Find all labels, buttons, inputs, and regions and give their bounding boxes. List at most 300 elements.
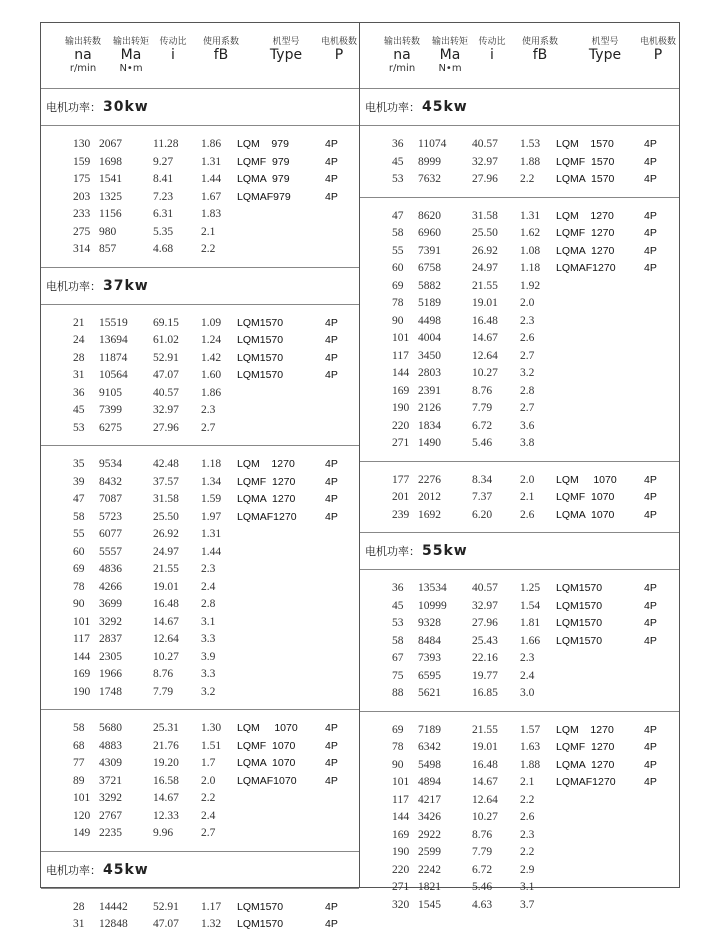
cell-ma: 12848: [99, 918, 128, 930]
table-row: [41, 367, 359, 385]
cell-ma: 7189: [418, 723, 441, 736]
cell-i: 26.92: [472, 244, 498, 257]
cell-i: 7.79: [472, 846, 493, 858]
model-type: LQM 1270: [556, 723, 614, 736]
cell-ma: 2599: [418, 846, 441, 858]
cell-ma: 1541: [99, 173, 122, 185]
cell-na: 233: [73, 208, 91, 220]
cell-i: 12.64: [153, 633, 179, 645]
power-value: 45kw: [422, 99, 468, 115]
cell-na: 31: [73, 369, 85, 381]
model-type: LQM1570: [237, 316, 284, 329]
cell-na: 239: [392, 508, 410, 521]
motor-poles: 4P: [644, 227, 657, 239]
header-label-cn: 电机极数: [640, 37, 677, 47]
cell-na: 28: [73, 900, 85, 913]
cell-fb: 2.1: [201, 225, 216, 238]
cell-i: 4.63: [472, 898, 493, 911]
table-row: [360, 154, 679, 172]
table-row: [360, 208, 679, 226]
cell-fb: 1.81: [520, 617, 541, 629]
power-heading: [41, 89, 359, 126]
cell-i: 5.46: [472, 881, 493, 893]
cell-ma: 2837: [99, 633, 122, 645]
model-type: LQMA 1270: [556, 758, 615, 771]
cell-fb: 1.44: [201, 173, 222, 185]
cell-fb: 1.25: [520, 582, 541, 594]
cell-ma: 5680: [99, 722, 122, 734]
cell-fb: 1.32: [201, 918, 222, 930]
table-row: [360, 844, 679, 862]
table-row: [41, 456, 359, 474]
cell-i: 19.01: [472, 297, 498, 309]
cell-ma: 1748: [99, 685, 122, 698]
cell-ma: 11874: [99, 351, 128, 364]
cell-na: 60: [392, 262, 404, 274]
cell-i: 27.96: [153, 421, 179, 434]
cell-fb: 2.2: [520, 846, 535, 858]
header-label-cn: 输出转矩: [431, 37, 468, 47]
cell-i: 12.64: [472, 793, 498, 806]
model-type: LQM 979: [237, 138, 289, 150]
table-row: [41, 491, 359, 509]
table-row: [360, 435, 679, 453]
header-cell-p: [640, 37, 676, 63]
cell-i: 25.31: [153, 722, 179, 734]
table-row: [360, 827, 679, 845]
motor-poles: 4P: [325, 774, 338, 787]
motor-poles: 4P: [325, 458, 338, 470]
model-type: LQMAF979: [237, 190, 291, 203]
data-block: [41, 710, 359, 852]
table-row: [41, 684, 359, 702]
cell-ma: 857: [99, 243, 117, 255]
motor-poles: 4P: [644, 634, 657, 647]
cell-fb: 2.0: [520, 297, 535, 309]
cell-fb: 2.3: [520, 314, 535, 327]
cell-i: 16.58: [153, 774, 179, 787]
cell-i: 21.55: [153, 563, 179, 575]
cell-ma: 4883: [99, 739, 122, 752]
header-label-cn: 输出转矩: [112, 37, 149, 47]
motor-poles: 4P: [325, 334, 338, 346]
cell-na: 58: [392, 634, 404, 647]
table-row: [41, 561, 359, 579]
table-row: [360, 472, 679, 490]
table-row: [41, 206, 359, 224]
motor-poles: 4P: [325, 155, 338, 168]
table-header: [360, 23, 679, 89]
cell-i: 16.48: [472, 758, 498, 771]
motor-poles: 4P: [644, 244, 657, 257]
cell-fb: 2.0: [201, 774, 216, 787]
cell-ma: 7632: [418, 173, 441, 185]
header-label-cn: 传动比: [159, 37, 187, 47]
cell-ma: 7087: [99, 493, 122, 505]
data-block: [41, 126, 359, 268]
cell-na: 117: [392, 793, 409, 806]
cell-fb: 2.4: [201, 809, 216, 822]
cell-i: 27.96: [472, 617, 498, 629]
header-label-en: Ma: [120, 47, 142, 63]
cell-i: 14.67: [153, 615, 179, 628]
cell-fb: 1.17: [201, 900, 222, 913]
header-label-cn: 使用系数: [202, 37, 239, 47]
cell-ma: 4266: [99, 580, 122, 593]
table-row: [360, 383, 679, 401]
table-row: [360, 418, 679, 436]
model-type: LQM 1570: [556, 138, 614, 150]
cell-fb: 1.18: [201, 458, 222, 470]
cell-na: 271: [392, 437, 410, 449]
cell-ma: 1821: [418, 881, 441, 893]
cell-fb: 1.7: [201, 757, 216, 769]
model-type: LQM1570: [556, 634, 603, 647]
table-row: [41, 402, 359, 420]
header-label-cn: 电机极数: [321, 37, 358, 47]
model-type: LQM 1070: [237, 722, 298, 734]
data-block: [41, 889, 359, 942]
cell-na: 55: [73, 528, 85, 540]
cell-ma: 8620: [418, 209, 441, 222]
cell-na: 120: [73, 809, 91, 822]
power-value: 55kw: [422, 543, 468, 559]
cell-i: 25.50: [472, 227, 498, 239]
cell-na: 60: [73, 545, 85, 558]
cell-i: 14.67: [472, 776, 498, 788]
model-type: LQMA 1270: [556, 244, 615, 257]
cell-fb: 1.88: [520, 758, 541, 771]
cell-ma: 1834: [418, 419, 441, 432]
cell-ma: 4217: [418, 793, 441, 806]
cell-fb: 3.9: [201, 650, 216, 663]
model-type: LQM 1070: [556, 473, 617, 486]
motor-poles: 4P: [325, 138, 338, 150]
cell-na: 177: [392, 473, 410, 486]
table-row: [41, 420, 359, 438]
cell-ma: 6960: [418, 227, 441, 239]
header-cell-i: [156, 37, 190, 63]
cell-na: 39: [73, 475, 85, 488]
cell-i: 10.27: [472, 367, 498, 379]
cell-na: 159: [73, 155, 91, 168]
cell-i: 52.91: [153, 900, 179, 913]
cell-na: 101: [392, 776, 410, 788]
cell-fb: 1.24: [201, 334, 222, 346]
cell-i: 8.41: [153, 173, 174, 185]
data-block: [41, 446, 359, 710]
cell-ma: 980: [99, 225, 117, 238]
cell-fb: 1.44: [201, 545, 222, 558]
header-cell-fb: [518, 37, 562, 63]
table-row: [41, 509, 359, 527]
table-row: [360, 171, 679, 189]
cell-ma: 9534: [99, 458, 122, 470]
table-row: [41, 773, 359, 791]
header-label-en: Type: [269, 47, 303, 63]
header-cell-ma: [428, 37, 472, 75]
motor-poles: 4P: [644, 599, 657, 612]
cell-na: 55: [392, 244, 404, 257]
cell-ma: 4309: [99, 757, 122, 769]
cell-na: 320: [392, 898, 410, 911]
cell-ma: 7391: [418, 244, 441, 257]
cell-i: 40.57: [153, 386, 179, 399]
table-row: [41, 720, 359, 738]
header-label-en: Ma: [439, 47, 461, 63]
model-type: LQMAF1270: [237, 510, 297, 523]
model-type: LQMA 1070: [556, 508, 615, 521]
cell-ma: 2803: [418, 367, 441, 379]
cell-na: 45: [73, 404, 85, 416]
table-row: [360, 295, 679, 313]
data-block: [360, 198, 679, 462]
motor-poles: 4P: [325, 918, 338, 930]
table-row: [360, 809, 679, 827]
table-row: [41, 544, 359, 562]
cell-fb: 1.54: [520, 599, 541, 612]
cell-fb: 3.8: [520, 437, 535, 449]
header-unit: N•m: [438, 63, 462, 74]
cell-i: 31.58: [472, 209, 498, 222]
cell-ma: 4004: [418, 332, 441, 344]
cell-fb: 1.31: [520, 209, 541, 222]
cell-fb: 2.2: [201, 792, 216, 804]
cell-ma: 2067: [99, 138, 122, 150]
cell-fb: 1.31: [201, 528, 222, 540]
cell-fb: 3.6: [520, 419, 535, 432]
cell-i: 8.76: [153, 668, 174, 680]
model-type: LQM1570: [556, 617, 603, 629]
cell-na: 21: [73, 316, 85, 329]
model-type: LQM1570: [556, 599, 603, 612]
cell-i: 32.97: [472, 599, 498, 612]
cell-ma: 3292: [99, 615, 122, 628]
header-cell-fb: [199, 37, 243, 63]
table-row: [41, 666, 359, 684]
cell-i: 14.67: [472, 332, 498, 344]
motor-poles: 4P: [325, 900, 338, 913]
table-row: [41, 790, 359, 808]
cell-i: 19.01: [472, 741, 498, 753]
cell-na: 36: [392, 138, 404, 150]
table-row: [360, 722, 679, 740]
cell-ma: 1325: [99, 190, 122, 203]
model-type: LQM1570: [237, 334, 284, 346]
cell-fb: 2.4: [201, 580, 216, 593]
table-row: [360, 650, 679, 668]
motor-poles: 4P: [644, 173, 657, 185]
cell-na: 149: [73, 827, 91, 839]
motor-poles: 4P: [644, 617, 657, 629]
table-row: [360, 260, 679, 278]
header-label-cn: 传动比: [478, 37, 506, 47]
cell-na: 117: [392, 349, 409, 362]
cell-i: 5.46: [472, 437, 493, 449]
cell-ma: 3450: [418, 349, 441, 362]
table-row: [41, 614, 359, 632]
power-heading: [360, 533, 679, 570]
table-row: [360, 897, 679, 915]
header-label-en: Type: [588, 47, 622, 63]
motor-poles: 4P: [325, 369, 338, 381]
cell-na: 77: [73, 757, 85, 769]
cell-na: 31: [73, 918, 85, 930]
cell-ma: 3721: [99, 774, 122, 787]
cell-ma: 13694: [99, 334, 128, 346]
cell-na: 144: [73, 650, 91, 663]
cell-fb: 2.7: [201, 421, 216, 434]
cell-na: 45: [392, 155, 404, 168]
header-cell-type: [256, 37, 316, 63]
cell-i: 25.50: [153, 510, 179, 523]
cell-na: 67: [392, 652, 404, 664]
cell-na: 24: [73, 334, 85, 346]
cell-i: 24.97: [472, 262, 498, 274]
cell-ma: 7399: [99, 404, 122, 416]
cell-i: 19.01: [153, 580, 179, 593]
cell-ma: 8432: [99, 475, 122, 488]
model-type: LQMAF1270: [556, 776, 616, 788]
table-row: [41, 171, 359, 189]
motor-poles: 4P: [325, 190, 338, 203]
cell-na: 36: [73, 386, 85, 399]
table-row: [41, 916, 359, 934]
cell-fb: 1.53: [520, 138, 541, 150]
cell-fb: 1.62: [520, 227, 541, 239]
cell-na: 169: [73, 668, 91, 680]
cell-fb: 1.66: [520, 634, 541, 647]
table-row: [360, 757, 679, 775]
cell-fb: 1.51: [201, 739, 222, 752]
table-row: [360, 739, 679, 757]
power-label: 电机功率：: [46, 101, 101, 114]
cell-ma: 9105: [99, 386, 122, 399]
cell-na: 203: [73, 190, 91, 203]
header-cell-i: [475, 37, 509, 63]
cell-fb: 2.0: [520, 473, 535, 486]
cell-ma: 5189: [418, 297, 441, 309]
cell-fb: 2.9: [520, 863, 535, 876]
cell-i: 8.76: [472, 828, 493, 841]
cell-na: 90: [73, 598, 85, 610]
cell-fb: 2.7: [520, 402, 535, 414]
cell-i: 22.16: [472, 652, 498, 664]
motor-poles: 4P: [644, 582, 657, 594]
table-row: [360, 879, 679, 897]
header-cell-na: [61, 37, 105, 75]
motor-poles: 4P: [644, 758, 657, 771]
cell-fb: 1.09: [201, 316, 222, 329]
table-row: [360, 862, 679, 880]
motor-poles: 4P: [325, 722, 338, 734]
data-block: [360, 570, 679, 712]
table-row: [41, 899, 359, 917]
cell-fb: 1.18: [520, 262, 541, 274]
cell-na: 58: [73, 510, 85, 523]
cell-ma: 2922: [418, 828, 441, 841]
cell-ma: 14442: [99, 900, 128, 913]
power-heading: [41, 852, 359, 889]
cell-i: 21.55: [472, 279, 498, 292]
table-row: [360, 774, 679, 792]
table-row: [41, 738, 359, 756]
cell-ma: 15519: [99, 316, 128, 329]
motor-poles: 4P: [325, 493, 338, 505]
cell-fb: 2.2: [201, 243, 216, 255]
cell-i: 6.20: [472, 508, 493, 521]
header-label-en: fB: [213, 47, 229, 63]
cell-ma: 6275: [99, 421, 122, 434]
cell-fb: 1.83: [201, 208, 222, 220]
cell-na: 117: [73, 633, 90, 645]
cell-i: 8.34: [472, 473, 493, 486]
cell-fb: 1.59: [201, 493, 222, 505]
cell-fb: 2.2: [520, 173, 535, 185]
cell-i: 26.92: [153, 528, 179, 540]
cell-ma: 5498: [418, 758, 441, 771]
header-label-en: P: [653, 47, 663, 63]
cell-i: 11.28: [153, 138, 179, 150]
cell-fb: 1.67: [201, 190, 222, 203]
cell-ma: 2012: [418, 491, 441, 503]
cell-i: 14.67: [153, 792, 179, 804]
header-label-en: i: [171, 47, 175, 63]
cell-na: 78: [392, 741, 404, 753]
cell-fb: 2.7: [520, 349, 535, 362]
table-row: [360, 136, 679, 154]
cell-na: 275: [73, 225, 91, 238]
model-type: LQM1570: [556, 582, 603, 594]
cell-fb: 3.2: [520, 367, 535, 379]
table-row: [360, 365, 679, 383]
cell-fb: 1.88: [520, 155, 541, 168]
cell-i: 61.02: [153, 334, 179, 346]
table-row: [360, 615, 679, 633]
power-label: 电机功率：: [46, 279, 101, 293]
table-row: [360, 348, 679, 366]
cell-i: 7.79: [153, 685, 174, 698]
motor-poles: 4P: [644, 138, 657, 150]
cell-na: 271: [392, 881, 410, 893]
table-row: [360, 598, 679, 616]
cell-fb: 2.3: [201, 404, 216, 416]
table-row: [360, 507, 679, 525]
cell-fb: 1.97: [201, 510, 222, 523]
cell-na: 190: [73, 685, 91, 698]
cell-na: 47: [392, 209, 404, 222]
model-type: LQM1570: [237, 369, 284, 381]
table-row: [41, 808, 359, 826]
cell-ma: 1156: [99, 208, 122, 220]
cell-fb: 1.86: [201, 138, 222, 150]
cell-i: 21.55: [472, 723, 498, 736]
cell-na: 130: [73, 138, 91, 150]
cell-na: 175: [73, 173, 91, 185]
cell-ma: 1545: [418, 898, 441, 911]
data-block: [41, 305, 359, 447]
cell-na: 101: [73, 792, 91, 804]
power-value: 37kw: [103, 277, 149, 294]
table-row: [360, 313, 679, 331]
cell-ma: 13534: [418, 582, 447, 594]
header-cell-p: [321, 37, 357, 63]
motor-poles: 4P: [325, 316, 338, 329]
cell-fb: 2.3: [520, 652, 535, 664]
cell-ma: 10999: [418, 599, 447, 612]
cell-fb: 2.3: [520, 828, 535, 841]
header-label-en: na: [74, 47, 92, 63]
